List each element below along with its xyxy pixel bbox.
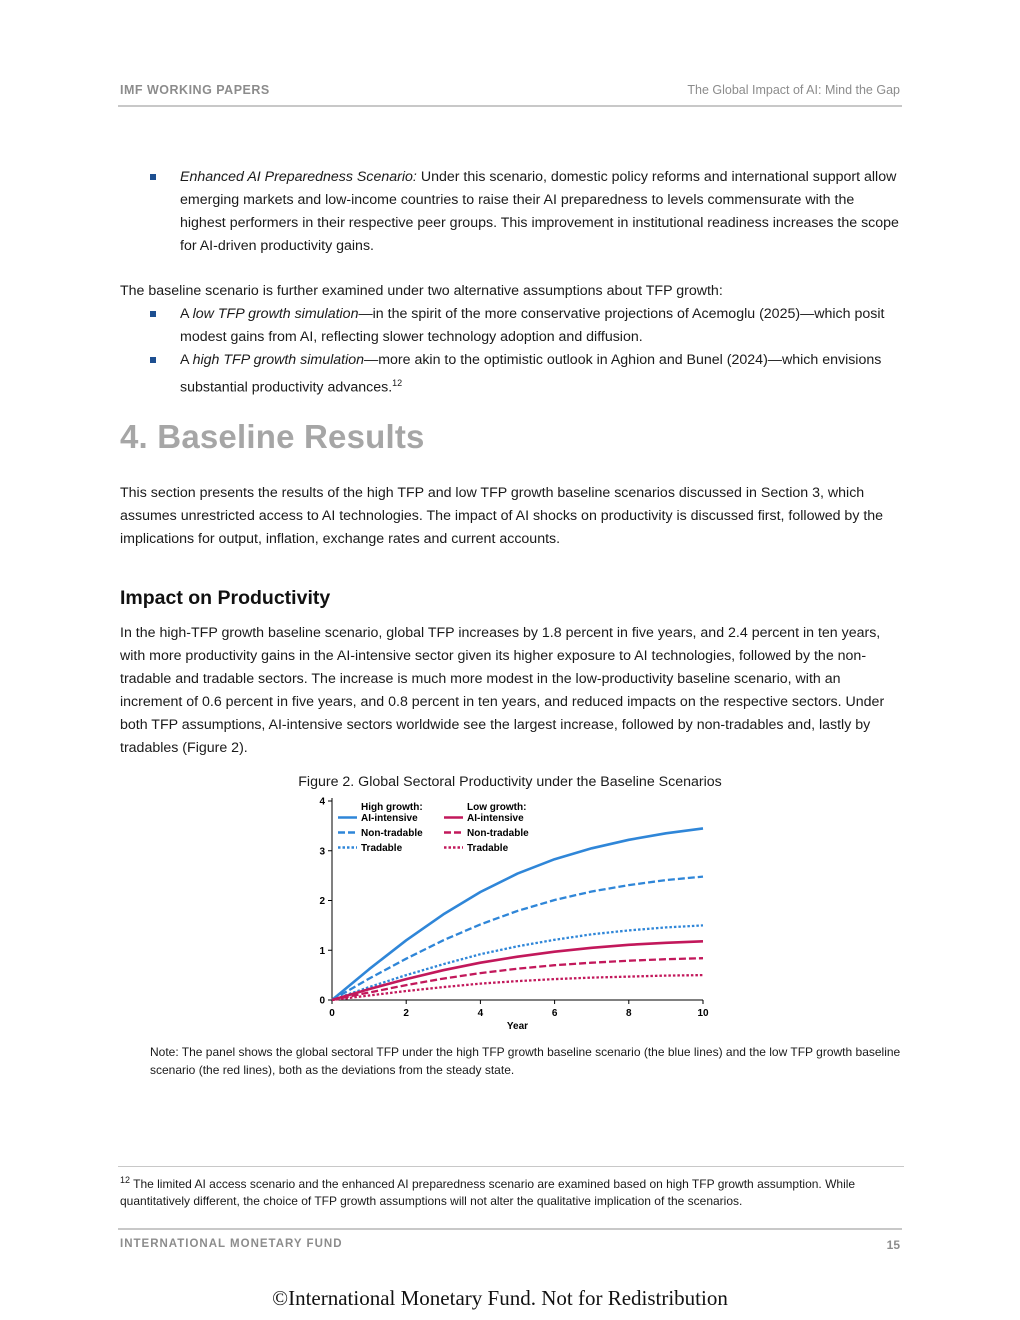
legend-label: Tradable <box>467 843 509 854</box>
bullet-square-icon <box>150 357 156 363</box>
footnote-number: 12 <box>120 1175 131 1185</box>
legend-label: AI-intensive <box>361 813 418 824</box>
x-tick-label: 4 <box>477 1008 484 1019</box>
x-axis-label: Year <box>506 1021 529 1032</box>
series-line-low-growth-tradable <box>332 975 703 1000</box>
bullet-prefix: A <box>180 306 193 322</box>
legend-header: Low growth: <box>467 802 527 813</box>
footnote-divider <box>118 1166 904 1167</box>
productivity-paragraph: In the high-TFP growth baseline scenario, global TFP increases by 1.8 percent in five years, and 2.4 percent in ten years, with more productivity gains in the AI-intensive sector given its higher exposure to AI technologies, followed by the non-tradable and tradable sectors. The increase is much more modest in the low-productivity baseline scenario, with an increment of 0.6 percent in five years, and 0.8 percent in ten years, and reduced impacts on the respective sectors. Under both TFP assumptions, AI-intensive sectors worldwide see the largest increase, followed by non-tradables and, lastly by tradables (Figure 2). <box>120 625 885 756</box>
x-tick-label: 8 <box>626 1008 632 1019</box>
series-line-high-growth-ai-intensive <box>332 828 703 1000</box>
bullet-text: Under this scenario, domestic policy reforms and international support allow emerging markets and low-income countries to raise their AI preparedness to levels commensurate with the highest performers in their respective peer groups. This improvement in institutional readiness increases the scope for AI-driven productivity gains. <box>180 169 899 254</box>
productivity-line-chart <box>300 792 720 1037</box>
series-line-low-growth-ai-intensive <box>332 941 703 1000</box>
chart-series <box>332 828 703 1000</box>
scenario-bullet-list <box>150 166 902 258</box>
footer-organization: INTERNATIONAL MONETARY FUND <box>120 1238 343 1250</box>
y-tick-label: 4 <box>319 796 325 808</box>
running-header-series: IMF WORKING PAPERS <box>120 83 270 97</box>
legend-header: High growth: <box>361 802 423 813</box>
bullet-square-icon <box>150 311 156 317</box>
footnote <box>120 1172 900 1210</box>
bullet-text: —in the spirit of the more conservative projections of Acemoglu (2025)—which posit modest gains from AI, reflecting slower technology adoption and diffusion. <box>180 306 885 345</box>
subsection-heading: Impact on Productivity <box>120 587 331 609</box>
page-number: 15 <box>886 1238 900 1252</box>
copyright-notice: ©International Monetary Fund. Not for Redistribution <box>272 1286 728 1310</box>
x-tick-label: 0 <box>329 1008 335 1019</box>
figure-note: Note: The panel shows the global sectoral TFP under the high TFP growth baseline scenario (the blue lines) and the low TFP growth baseline scenario (the red lines), both as the deviations from the steady state. <box>150 1045 901 1077</box>
baseline-intro-paragraph: The baseline scenario is further examined under two alternative assumptions about TFP growth: <box>120 283 723 299</box>
section-intro-paragraph: This section presents the results of the high TFP and low TFP growth baseline scenarios discussed in Section 3, which assumes unrestricted access to AI technologies. The impact of AI shocks on productivity is discussed first, followed by the implications for output, inflation, exchange rates and current accounts. <box>120 485 884 547</box>
y-tick-label: 3 <box>319 846 325 858</box>
legend-label: Non-tradable <box>361 828 423 839</box>
list-item <box>150 166 902 258</box>
bullet-prefix: A <box>180 352 193 368</box>
list-item <box>150 349 902 400</box>
running-header-title: The Global Impact of AI: Mind the Gap <box>687 83 900 97</box>
bullet-text: —more akin to the optimistic outlook in Aghion and Bunel (2024)—which envisions substantial productivity advances. <box>180 352 882 396</box>
chart-legend <box>338 802 529 854</box>
footer-divider <box>118 1228 902 1230</box>
x-tick-label: 2 <box>403 1008 409 1019</box>
header-divider <box>118 105 902 107</box>
y-tick-label: 2 <box>319 896 325 907</box>
legend-label: AI-intensive <box>467 813 524 824</box>
bullet-emphasis: high TFP growth simulation <box>192 352 364 368</box>
tfp-bullet-list <box>150 303 902 400</box>
bullet-emphasis: low TFP growth simulation <box>192 306 359 322</box>
footnote-ref-12[interactable]: 12 <box>392 378 403 388</box>
x-tick-label: 6 <box>551 1008 558 1019</box>
list-item <box>150 303 902 349</box>
y-tick-label: 1 <box>319 945 325 957</box>
legend-label: Non-tradable <box>467 828 529 839</box>
y-tick-label: 0 <box>319 995 325 1007</box>
legend-label: Tradable <box>361 843 403 854</box>
section-heading: 4. Baseline Results <box>120 418 425 455</box>
bullet-lead-italic: Enhanced AI Preparedness Scenario: <box>180 169 417 185</box>
bullet-square-icon <box>150 174 156 180</box>
figure-title: Figure 2. Global Sectoral Productivity under the Baseline Scenarios <box>298 774 722 790</box>
footnote-text: The limited AI access scenario and the enhanced AI preparedness scenario are examined based on high TFP growth assumption. While quantitatively different, the choice of TFP growth assumptions will not alter the qualitative implication of the scenarios. <box>120 1177 856 1208</box>
x-tick-label: 10 <box>697 1008 709 1019</box>
